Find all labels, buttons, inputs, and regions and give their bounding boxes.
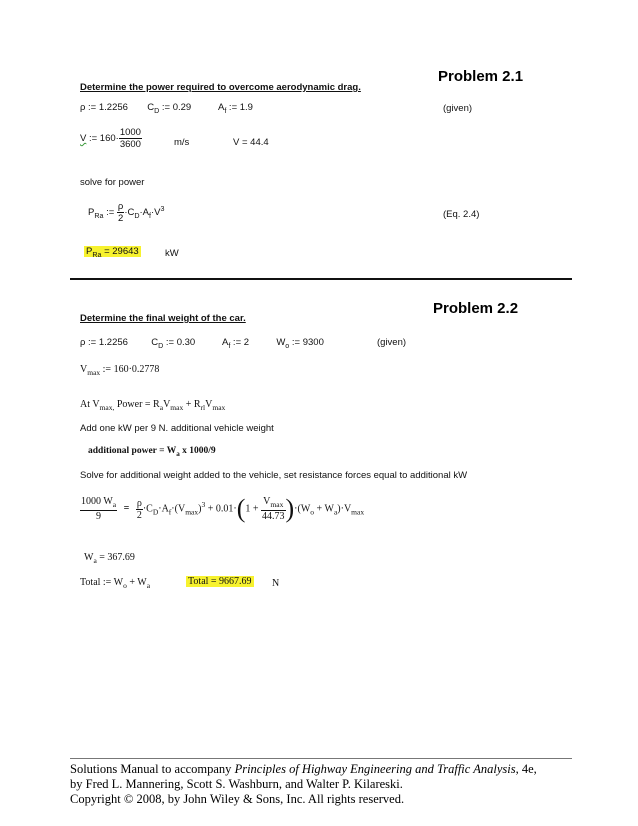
problem-title: Problem 2.2 — [433, 300, 519, 317]
power-equation: $P_{Ra}$ := $\frac{\rho}{2}$ $\cdot C_D\cdot A_f\cdot V^3$ — [88, 201, 165, 224]
solve-text: Solve for additional weight added to the vehicle, set resistance forces equal to additional kW — [80, 470, 468, 481]
given-values-row — [80, 337, 324, 350]
given-note: (given) — [377, 337, 407, 348]
speed-variable: V — [80, 133, 87, 145]
given-values-row — [80, 102, 253, 115]
solve-text: solve for power — [80, 177, 145, 188]
vmax-definition: $V_{max}$ := 160·0.2778 — [80, 364, 160, 377]
speed-unit: m/s — [174, 137, 190, 148]
rho-value: ρ := 1.2256 — [80, 102, 128, 113]
drag-coefficient: $C_D$ := 0.29 — [147, 102, 192, 115]
power-result-highlight: $P_{Ra} = 29643$ — [86, 246, 139, 259]
resistance-equation: $\frac{1000 W_a}{9}$ = $\frac{\rho}{2}$ $\cdot C_D\cdot A_f\cdot(V_{max})^3 + 0.01\cdot(1$ + $\frac{V_{max}}{44.73}$ )$\cdot(W_o + W_a)\cdot V_{max}$ — [81, 494, 365, 523]
footer-line-1: Solutions Manual to accompany Principles of Highway Engineering and Traffic Analysis, 4e, — [70, 762, 537, 776]
speed-equation: V := 160· $\frac{1000}{3600}$ — [80, 127, 141, 150]
total-result — [186, 576, 254, 587]
drag-coefficient: $C_D$ := 0.30 — [151, 337, 196, 350]
power-unit: kW — [165, 248, 179, 259]
section-divider — [70, 278, 572, 280]
rho-value: ρ := 1.2256 — [80, 337, 128, 348]
add-weight-note: Add one kW per 9 N. additional vehicle weight — [80, 423, 274, 434]
additional-weight-result: $W_a = 367.69$ — [84, 552, 135, 565]
given-note: (given) — [443, 103, 473, 114]
problem-title: Problem 2.1 — [438, 68, 524, 85]
total-result-highlight: Total = 9667.69 — [188, 576, 252, 587]
power-at-vmax: At $V_{max,}$ Power = $R_aV_{max} + R_{rl}V_{max}$ — [80, 399, 226, 412]
frontal-area: $A_f$ := 2 — [221, 337, 250, 350]
problem-heading: Determine the final weight of the car. — [80, 313, 246, 324]
speed-result: V = 44.4 — [233, 137, 269, 148]
problem-heading: Determine the power required to overcome aerodynamic drag. — [80, 82, 361, 93]
equation-reference: (Eq. 2.4) — [443, 209, 480, 220]
footer-divider — [70, 758, 572, 759]
additional-power-definition: additional power = $W_a$ x 1000/9 — [88, 446, 216, 458]
total-definition: Total := $W_o + W_a$ — [80, 577, 151, 590]
vehicle-weight: $W_o$ := 9300 — [276, 337, 324, 350]
total-unit: N — [272, 578, 280, 589]
lhs-fraction: $\frac{1000 W_a}{9}$ — [81, 496, 117, 522]
speed-fraction: $\frac{1000}{3600}$ — [119, 127, 141, 150]
footer-line-3: Copyright © 2008, by John Wiley & Sons, Inc. All rights reserved. — [70, 792, 405, 806]
footer — [70, 762, 537, 807]
power-result — [84, 246, 141, 259]
footer-line-2: by Fred L. Mannering, Scott S. Washburn, and Walter P. Kilareski. — [70, 777, 403, 791]
frontal-area: $A_f$ := 1.9 — [217, 102, 253, 115]
